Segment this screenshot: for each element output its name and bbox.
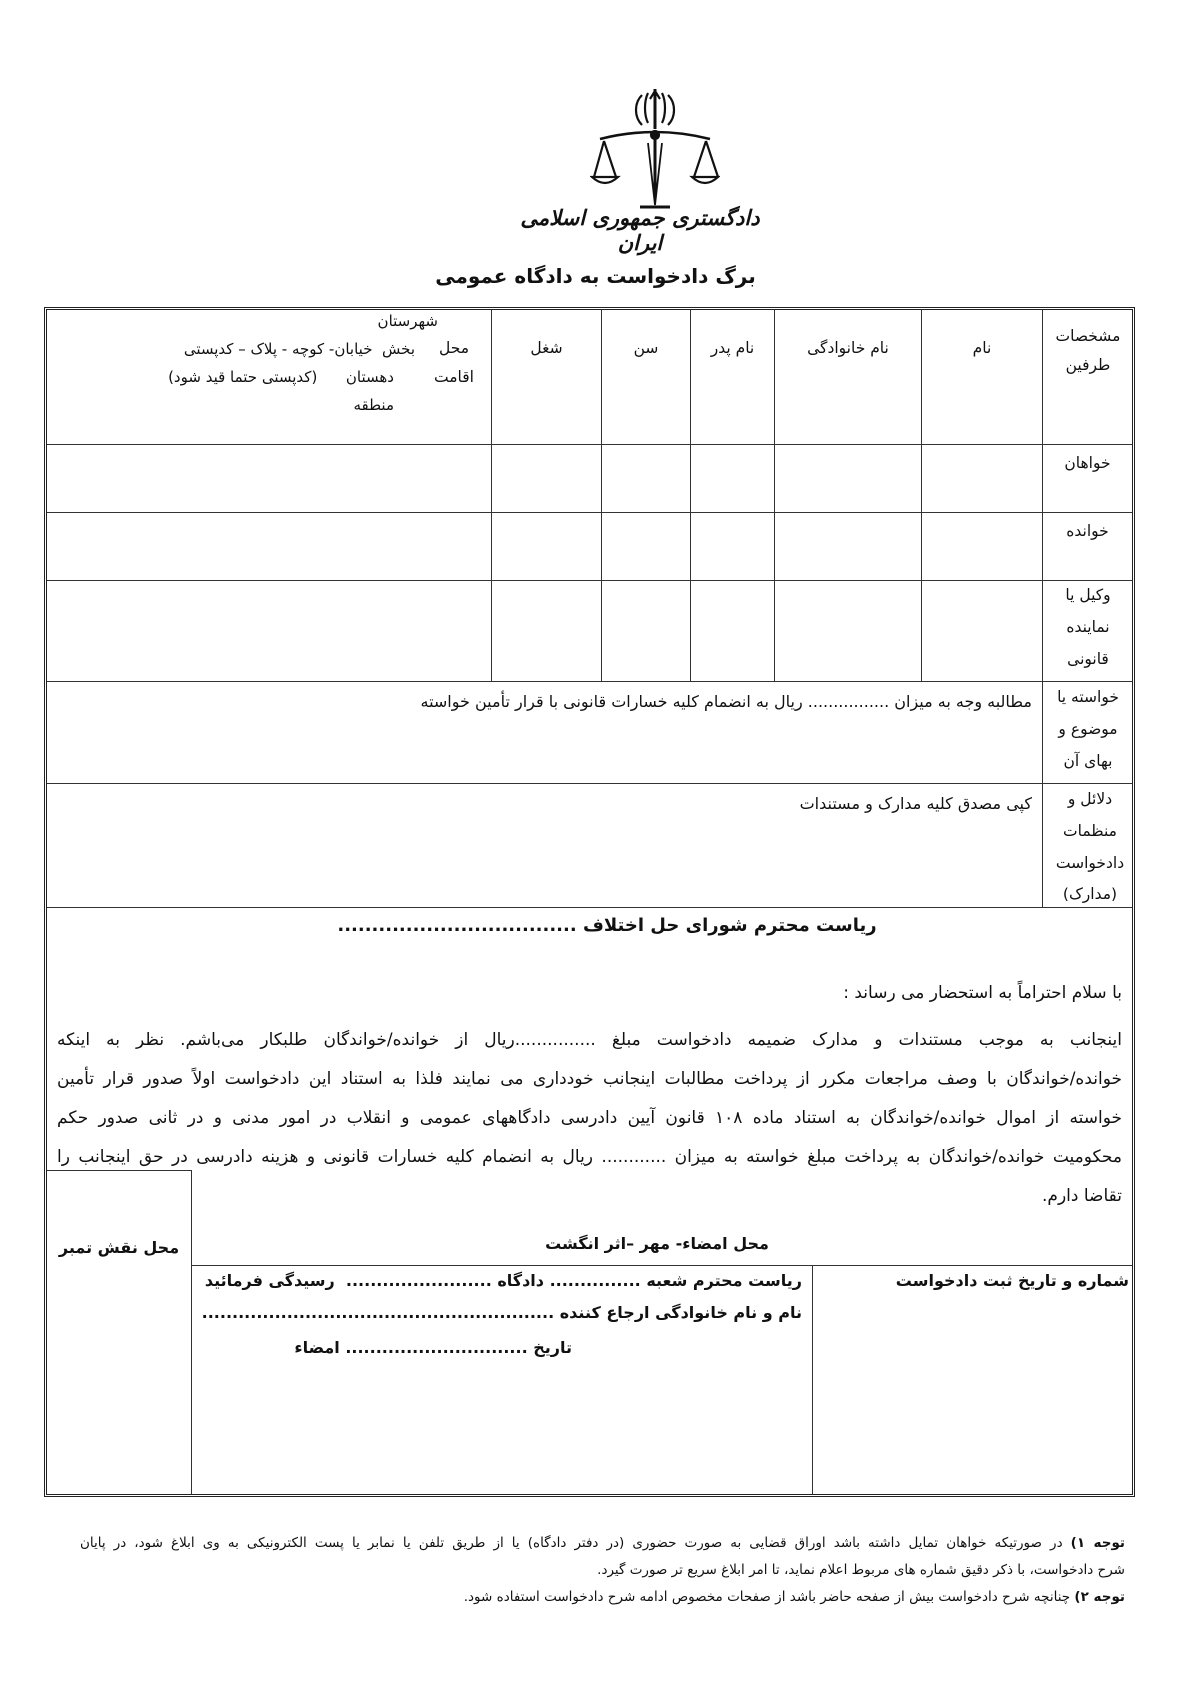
note-1 [80,1530,1125,1557]
note-1-text-cont: شرح دادخواست، با ذکر دقیق شماره های مربوط اعلام نماید، تا امر ابلاغ سریع تر صورت گیرد. [597,1562,1125,1578]
header-father: نام پدر [710,339,755,357]
evidence-text: کپی مصدق کلیه مدارک و مستندات [799,794,1032,813]
address-line-1: شهرستان [377,312,438,330]
stamp-area-label: محل نقش تمبر [58,1238,180,1257]
letter-greeting: با سلام احتراماً به استحضار می رساند : [843,983,1122,1003]
referral-line-2: نام و نام خانوادگی ارجاع کننده .......................................................... [201,1303,802,1322]
row-label-attorney: وکیل یا نماینده قانونی [1065,586,1111,668]
referral-line-3: تاریخ .............................. امضاء [294,1338,572,1357]
letter-title: ریاست محترم شورای حل اختلاف ................................... [337,915,877,936]
note-2-text: چنانچه شرح دادخواست بیش از صفحه حاضر باشد از صفحات مخصوص ادامه شرح دادخواست استفاده شود. [463,1589,1071,1605]
row-label-evidence: دلائل و منظمات دادخواست (مدارک) [1055,790,1125,904]
note-1-text: در صورتیکه خواهان تمایل داشته باشد اوراق قضایی به صورت حضوری (در دفتر دادگاه) یا از طریق تلفن یا نمابر یا پست الکترونیکی به وی ابلاغ شود، در پایان [80,1535,1063,1551]
referral-line-1: ریاست محترم شعبه ............... دادگاه ........................ رسیدگی فرمائید [204,1271,802,1290]
claim-text: مطالبه وجه به میزان ................ ریال به انضمام کلیه خسارات قانونی با قرار تأمین خواسته [420,692,1032,711]
header-age: سن [633,339,659,357]
header-name: نام [972,339,992,357]
letter-line-2: خوانده/خواندگان با وصف مراجعات مکرر از پرداخت مطالبات اینجانب خودداری می نمایند فلذا به استناد این دادخواست اولاً صدور قرار تأمین [57,1069,1122,1089]
registration-label: شماره و تاریخ ثبت دادخواست [895,1271,1129,1290]
header-job: شغل [530,339,563,357]
address-line-4: منطقه [353,396,394,414]
letter-line-5: تقاضا دارم. [1042,1186,1122,1206]
letter-line-4: محکومیت خوانده/خواندگان به پرداخت مبلغ خواسته به میزان ............ ریال به انضمام کلیه خسارات قانونی و هزینه دادرسی در حق اینجانب را [57,1147,1122,1167]
letter-line-3: خواسته از اموال خوانده/خواندگان به استناد ماده ۱۰۸ قانون آیین دادرسی دادگاههای عمومی و انقلاب در امور مدنی و در ثانی صدور حکم [57,1108,1123,1128]
address-line-2: بخش خیابان- کوچه - پلاک – کدپستی [183,340,415,358]
form-frame [44,307,1135,1497]
note-1-label: توجه ۱) [1070,1535,1125,1551]
header-family: نام خانوادگی [807,339,889,357]
form-title: برگ دادخواست به دادگاه عمومی [435,264,756,288]
header-residence: محل اقامت [434,339,474,387]
judiciary-emblem-icon [590,85,720,215]
header-parties: مشخصات طرفین [1055,327,1121,375]
organization-name: دادگستری جمهوری اسلامی ایران [520,205,760,255]
note-2-label: توجه ۲) [1074,1589,1125,1605]
note-2 [80,1584,1125,1611]
row-label-plaintiff: خواهان [1064,454,1111,472]
signature-area-label: محل امضاء- مهر –اثر انگشت [545,1234,769,1253]
address-line-3: دهستان (کدپستی حتما قید شود) [168,368,394,386]
row-label-defendant: خوانده [1066,522,1109,540]
letter-line-1: اینجانب به موجب مستندات و مدارک ضمیمه دادخواست مبلغ ...............ریال از خوانده/خواندگان طلبکار می‌باشم. نظر به اینکه [57,1030,1122,1050]
letter-body [57,1021,1122,1216]
row-label-claim: خواسته یا موضوع و بهای آن [1057,688,1119,770]
footer-notes [80,1530,1125,1611]
